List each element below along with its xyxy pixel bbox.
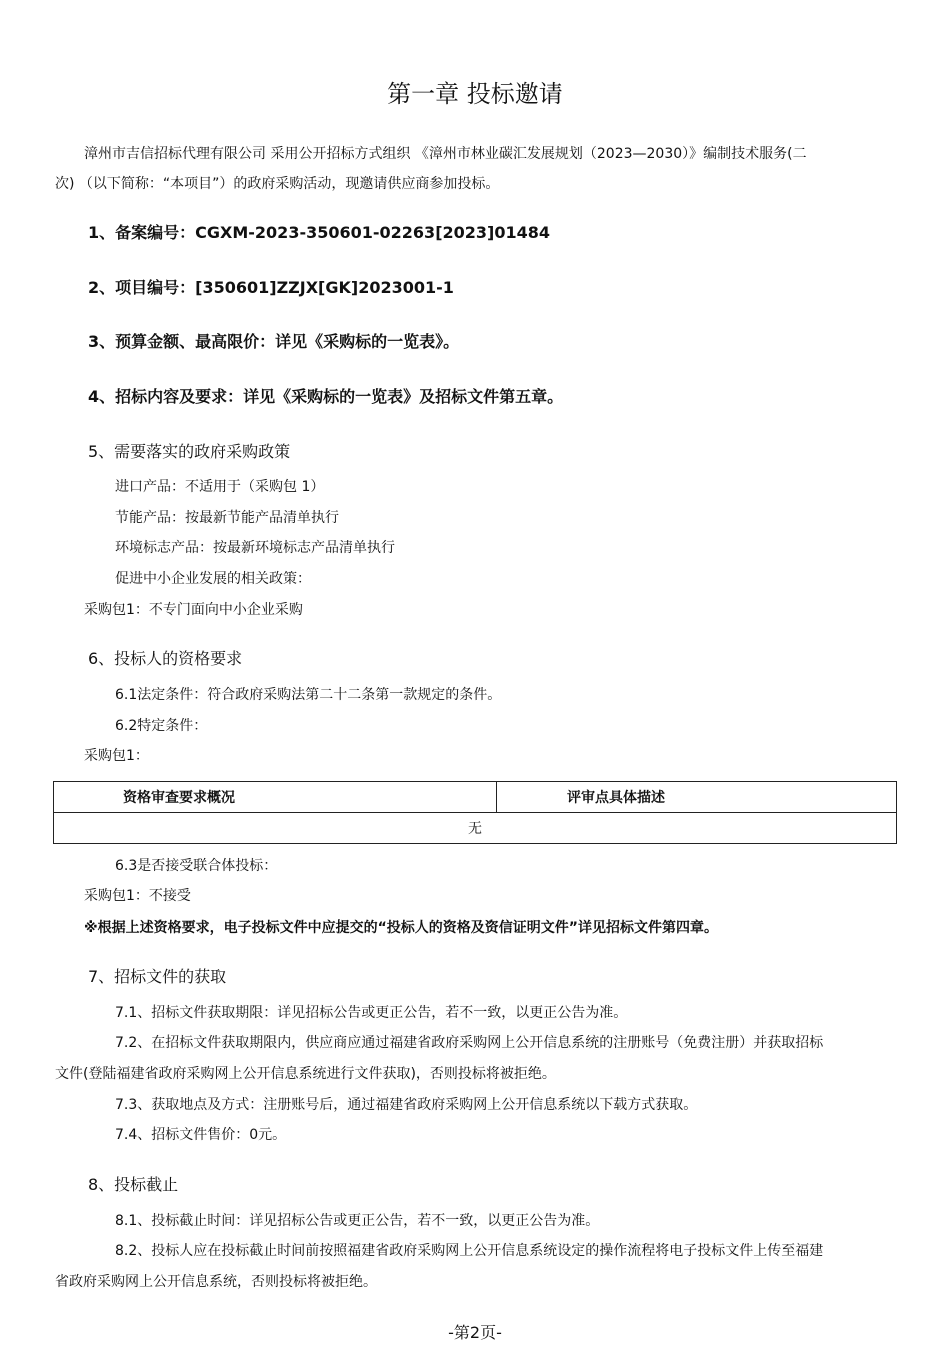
policy-item-energy: 节能产品：按最新节能产品清单执行	[115, 510, 339, 526]
consortium-question: 6.3是否接受联合体投标：	[115, 858, 278, 874]
table-empty-cell: 无	[54, 813, 897, 844]
page-number: -第2页-	[448, 1323, 502, 1342]
project-number-value: [350601]ZZJX[GK]2023001-1	[195, 278, 454, 297]
consortium-package: 采购包1：不接受	[84, 888, 191, 904]
qualification-package-label: 采购包1：	[84, 748, 149, 764]
qualification-legal: 6.1法定条件：符合政府采购法第二十二条第一款规定的条件。	[115, 687, 502, 703]
project-number-label: 2、项目编号：	[88, 278, 196, 297]
deadline-upload-line-1: 8.2、投标人应在投标截止时间前按照福建省政府采购网上公开信息系统设定的操作流程将电子投标文件上传至福建	[115, 1243, 824, 1259]
section-5-heading: 5、需要落实的政府采购政策	[88, 442, 291, 461]
table-row	[54, 813, 897, 844]
deadline-upload-line-2: 省政府采购网上公开信息系统，否则投标将被拒绝。	[55, 1274, 377, 1290]
policy-package: 采购包1：不专门面向中小企业采购	[84, 602, 303, 618]
deadline-time: 8.1、投标截止时间：详见招标公告或更正公告，若不一致，以更正公告为准。	[115, 1213, 600, 1229]
section-6-heading: 6、投标人的资格要求	[88, 649, 243, 668]
section-4-content: 4、招标内容及要求：详见《采购标的一览表》及招标文件第五章。	[88, 387, 564, 406]
section-8-heading: 8、投标截止	[88, 1175, 179, 1194]
acquisition-place: 7.3、获取地点及方式：注册账号后，通过福建省政府采购网上公开信息系统以下载方式获取。	[115, 1097, 698, 1113]
policy-item-environment: 环境标志产品：按最新环境标志产品清单执行	[115, 540, 395, 556]
table-header-row	[54, 782, 897, 813]
section-7-heading: 7、招标文件的获取	[88, 967, 227, 986]
qualification-notice: ※根据上述资格要求，电子投标文件中应提交的“投标人的资格及资信证明文件”详见招标文件第四章。	[84, 920, 719, 936]
section-2	[88, 277, 454, 299]
intro-line-2: 次) （以下简称：“本项目”）的政府采购活动，现邀请供应商参加投标。	[55, 176, 500, 192]
document-price: 7.4、招标文件售价：0元。	[115, 1127, 287, 1143]
page-title: 第一章 投标邀请	[387, 80, 563, 108]
table-header-overview: 资格审查要求概况	[54, 782, 497, 813]
section-1	[88, 222, 550, 244]
qualification-specific: 6.2特定条件：	[115, 718, 208, 734]
table-header-description: 评审点具体描述	[497, 782, 897, 813]
acquisition-period: 7.1、招标文件获取期限：详见招标公告或更正公告，若不一致，以更正公告为准。	[115, 1005, 628, 1021]
record-number-label: 1、备案编号：	[88, 223, 196, 242]
record-number-value: CGXM-2023-350601-02263[2023]01484	[195, 223, 551, 242]
policy-item-import: 进口产品：不适用于（采购包 1）	[115, 479, 325, 495]
qualification-table	[53, 781, 897, 844]
policy-item-sme: 促进中小企业发展的相关政策：	[115, 571, 311, 587]
intro-line-1: 漳州市吉信招标代理有限公司 采用公开招标方式组织 《漳州市林业碳汇发展规划（2023—2030）》编制技术服务(二	[84, 146, 807, 162]
section-3-budget: 3、预算金额、最高限价：详见《采购标的一览表》。	[88, 332, 460, 351]
acquisition-method-line-1: 7.2、在招标文件获取期限内，供应商应通过福建省政府采购网上公开信息系统的注册账号（免费注册）并获取招标	[115, 1035, 824, 1051]
acquisition-method-line-2: 文件(登陆福建省政府采购网上公开信息系统进行文件获取)，否则投标将被拒绝。	[55, 1066, 556, 1082]
